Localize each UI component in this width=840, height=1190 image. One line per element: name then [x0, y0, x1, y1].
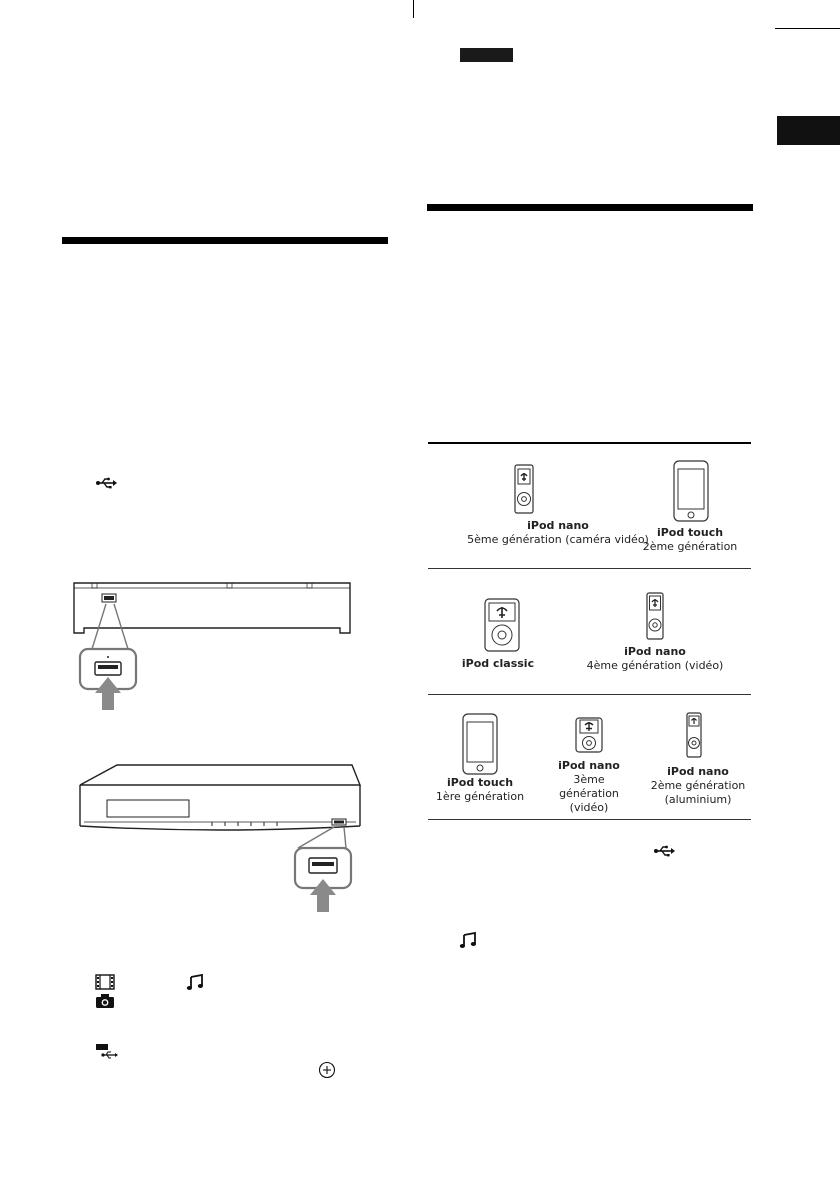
device-name: iPod touch	[446, 776, 514, 789]
table-rule	[428, 694, 751, 695]
device-name: iPod nano	[558, 759, 620, 772]
ipod-nano-5th-image	[514, 464, 534, 514]
ipod-nano-2nd-image	[686, 712, 702, 758]
crop-mark	[775, 28, 840, 29]
usb-icon	[653, 844, 675, 858]
options-icon	[318, 1061, 336, 1079]
device-generation: 4ème génération (vidéo)	[586, 659, 724, 672]
crop-mark	[413, 0, 414, 18]
ipod-nano-4th-image	[646, 592, 664, 640]
device-name: iPod touch	[656, 526, 724, 539]
usb-icon	[95, 476, 117, 490]
table-rule	[428, 568, 751, 569]
ipod-cell	[458, 519, 658, 547]
ipod-cell	[448, 657, 548, 671]
camera-icon	[95, 993, 115, 1009]
ipod-touch-2nd-image	[673, 460, 709, 522]
usb-device-icon	[95, 1043, 119, 1061]
table-rule-bottom	[428, 819, 751, 820]
section-tab	[777, 116, 840, 145]
device-generation: 2ème génération (aluminium)	[650, 779, 746, 806]
music-note-icon	[186, 973, 204, 991]
table-rule-top	[428, 442, 751, 444]
device-generation: 3ème génération (vidéo)	[559, 773, 619, 814]
device-name: iPod nano	[624, 645, 686, 658]
note-label-box	[460, 48, 513, 62]
film-icon	[95, 974, 115, 990]
ipod-cell	[630, 526, 750, 554]
ipod-cell	[575, 645, 735, 673]
device-generation: 1ère génération	[435, 790, 525, 803]
section-heading-rule-right	[427, 204, 753, 211]
device-name: iPod nano	[527, 519, 589, 532]
ipod-nano-3rd-image	[575, 717, 603, 753]
ipod-cell	[430, 776, 530, 804]
music-note-icon	[459, 931, 477, 949]
ipod-classic-image	[484, 598, 520, 652]
ipod-cell	[530, 759, 648, 815]
player-front-illustration	[62, 760, 362, 915]
ipod-touch-1st-image	[462, 713, 498, 775]
player-rear-illustration	[62, 575, 362, 720]
device-name: iPod classic	[461, 657, 535, 670]
ipod-cell	[648, 765, 748, 807]
device-generation: 5ème génération (caméra vidéo)	[467, 533, 649, 546]
section-heading-rule-left	[62, 237, 388, 244]
device-name: iPod nano	[667, 765, 729, 778]
device-generation: 2ème génération	[642, 540, 738, 553]
